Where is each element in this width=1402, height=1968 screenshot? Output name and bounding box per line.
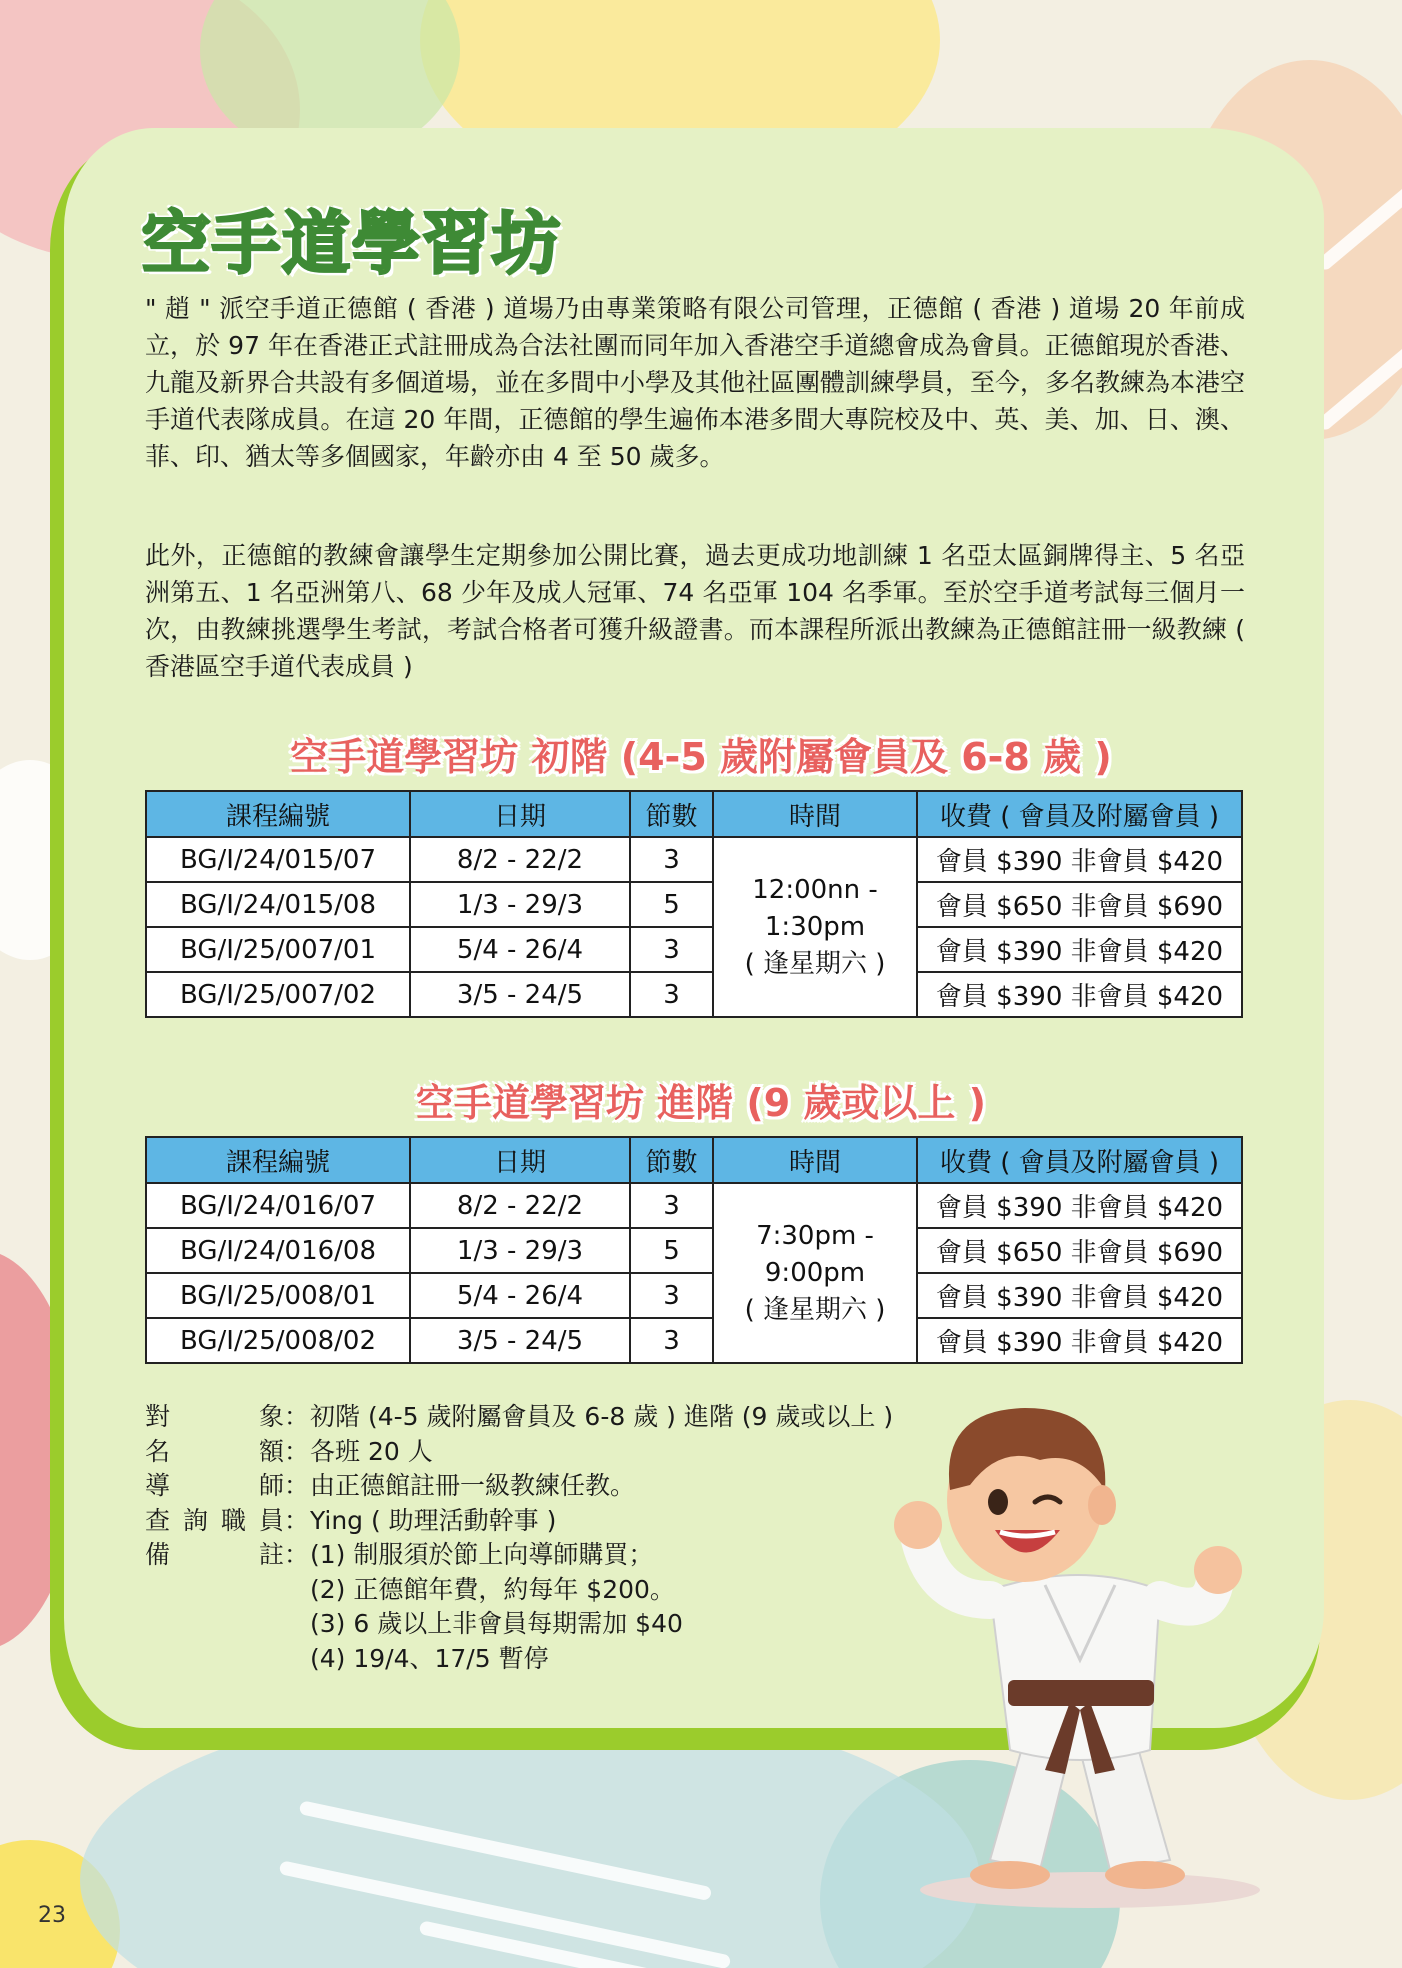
info-label: 導師 xyxy=(145,1471,284,1500)
info-colon: ： xyxy=(284,1402,310,1431)
info-value: 各班 20 人 xyxy=(310,1436,433,1466)
header-date: 日期 xyxy=(410,1137,630,1183)
beginner-heading: 空手道學習坊 初階 (4-5 歲附屬會員及 6-8 歲 ) xyxy=(290,735,1112,779)
remark-item: (1) 制服須於節上向導師購買； xyxy=(310,1540,654,1569)
info-value: Ying ( 助理活動幹事 ) xyxy=(310,1505,557,1535)
course-date: 3/5 - 24/5 xyxy=(410,1318,630,1363)
info-label: 查詢職員 xyxy=(145,1505,284,1535)
info-value: 初階 (4-5 歲附屬會員及 6-8 歲 ) 進階 (9 歲或以上 ) xyxy=(310,1402,894,1431)
advanced-schedule-table xyxy=(145,1136,1243,1364)
header-time: 時間 xyxy=(713,1137,917,1183)
course-date: 5/4 - 26/4 xyxy=(410,1273,630,1318)
course-info xyxy=(145,1400,893,1676)
course-sessions: 5 xyxy=(630,882,713,927)
info-value: 由正德館註冊一級教練任教。 xyxy=(310,1471,636,1500)
course-fee: 會員 $390 非會員 $420 xyxy=(917,837,1242,882)
remark-item: (3) 6 歲以上非會員每期需加 $40 xyxy=(310,1609,683,1638)
course-fee: 會員 $390 非會員 $420 xyxy=(917,1318,1242,1363)
advanced-heading: 空手道學習坊 進階 (9 歲或以上 ) xyxy=(415,1081,987,1125)
header-code: 課程編號 xyxy=(146,1137,410,1183)
course-date: 8/2 - 22/2 xyxy=(410,1183,630,1228)
time-line: 9:00pm xyxy=(764,1257,866,1288)
page-number: 23 xyxy=(38,1903,66,1928)
time-line: 7:30pm - xyxy=(756,1220,874,1251)
course-code: BG/I/24/015/07 xyxy=(146,837,410,882)
course-code: BG/I/25/007/02 xyxy=(146,972,410,1017)
info-tutor xyxy=(145,1469,893,1504)
info-contact xyxy=(145,1504,893,1539)
course-date: 1/3 - 29/3 xyxy=(410,1228,630,1273)
info-label: 對象 xyxy=(145,1402,284,1431)
table-row xyxy=(146,1318,1242,1363)
header-code: 課程編號 xyxy=(146,791,410,837)
header-fee: 收費 ( 會員及附屬會員 ) xyxy=(917,791,1242,837)
course-code: BG/I/25/008/02 xyxy=(146,1318,410,1363)
table-header-row xyxy=(146,1137,1242,1183)
course-fee: 會員 $650 非會員 $690 xyxy=(917,882,1242,927)
table-header-row xyxy=(146,791,1242,837)
header-fee: 收費 ( 會員及附屬會員 ) xyxy=(917,1137,1242,1183)
remark-item: (2) 正德館年費，約每年 $200。 xyxy=(310,1574,675,1604)
course-time xyxy=(713,837,917,1017)
course-sessions: 5 xyxy=(630,1228,713,1273)
header-date: 日期 xyxy=(410,791,630,837)
table-row xyxy=(146,837,1242,882)
header-sessions: 節數 xyxy=(630,1137,713,1183)
table-row xyxy=(146,927,1242,972)
course-sessions: 3 xyxy=(630,837,713,882)
course-sessions: 3 xyxy=(630,927,713,972)
beginner-schedule-table xyxy=(145,790,1243,1018)
table-row xyxy=(146,1273,1242,1318)
time-line: ( 逢星期六 ) xyxy=(744,1294,886,1325)
info-colon: ： xyxy=(284,1436,310,1466)
course-sessions: 3 xyxy=(630,972,713,1017)
info-label: 名額 xyxy=(145,1436,284,1466)
info-colon: ： xyxy=(284,1471,310,1500)
info-colon: ： xyxy=(284,1505,310,1535)
time-line: 1:30pm xyxy=(764,911,866,942)
header-sessions: 節數 xyxy=(630,791,713,837)
time-line: ( 逢星期六 ) xyxy=(744,948,886,979)
course-fee: 會員 $390 非會員 $420 xyxy=(917,1273,1242,1318)
info-target xyxy=(145,1400,893,1435)
course-time xyxy=(713,1183,917,1363)
remark-item: (4) 19/4、17/5 暫停 xyxy=(310,1643,549,1673)
course-code: BG/I/25/008/01 xyxy=(146,1273,410,1318)
info-label: 備註 xyxy=(145,1540,284,1569)
course-code: BG/I/24/016/08 xyxy=(146,1228,410,1273)
info-remarks xyxy=(145,1538,893,1573)
course-code: BG/I/25/007/01 xyxy=(146,927,410,972)
table-row xyxy=(146,1183,1242,1228)
course-code: BG/I/24/015/08 xyxy=(146,882,410,927)
table-row xyxy=(146,882,1242,927)
table-row xyxy=(146,972,1242,1017)
karate-kid-illustration xyxy=(840,1390,1300,1950)
course-fee: 會員 $650 非會員 $690 xyxy=(917,1228,1242,1273)
course-sessions: 3 xyxy=(630,1183,713,1228)
course-fee: 會員 $390 非會員 $420 xyxy=(917,972,1242,1017)
info-colon: ： xyxy=(284,1540,310,1569)
course-date: 5/4 - 26/4 xyxy=(410,927,630,972)
course-fee: 會員 $390 非會員 $420 xyxy=(917,927,1242,972)
intro-paragraph-2: 此外，正德館的教練會讓學生定期參加公開比賽，過去更成功地訓練 1 名亞太區銅牌得主、5 名亞洲第五、1 名亞洲第八、68 少年及成人冠軍、74 名亞軍 104 名季軍。至於空手道考試每三個月一次，由教練挑選學生考試，考試合格者可獲升級證書。而本課程所派出教練為正德館註冊一級教練 ( 香港區空手道代表成員 ) xyxy=(145,541,1245,681)
course-date: 1/3 - 29/3 xyxy=(410,882,630,927)
table-row xyxy=(146,1228,1242,1273)
course-sessions: 3 xyxy=(630,1273,713,1318)
header-time: 時間 xyxy=(713,791,917,837)
time-line: 12:00nn - xyxy=(752,874,878,905)
course-fee: 會員 $390 非會員 $420 xyxy=(917,1183,1242,1228)
page-title: 空手道學習坊 xyxy=(142,205,563,284)
intro-paragraph-1: " 趙 " 派空手道正德館 ( 香港 ) 道場乃由專業策略有限公司管理，正德館 ( 香港 ) 道場 20 年前成立，於 97 年在香港正式註冊成為合法社團而同年加入香港空手道總會成為會員。正德館現於香港、九龍及新界合共設有多個道場，並在多間中小學及其他社區團體訓練學員，至今，多名教練為本港空手道代表隊成員。在這 20 年間，正德館的學生遍佈本港多間大專院校及中、英、美、加、日、澳、菲、印、猶太等多個國家，年齡亦由 4 至 50 歲多。 xyxy=(145,294,1246,471)
course-code: BG/I/24/016/07 xyxy=(146,1183,410,1228)
course-sessions: 3 xyxy=(630,1318,713,1363)
course-date: 8/2 - 22/2 xyxy=(410,837,630,882)
course-date: 3/5 - 24/5 xyxy=(410,972,630,1017)
info-quota xyxy=(145,1435,893,1470)
